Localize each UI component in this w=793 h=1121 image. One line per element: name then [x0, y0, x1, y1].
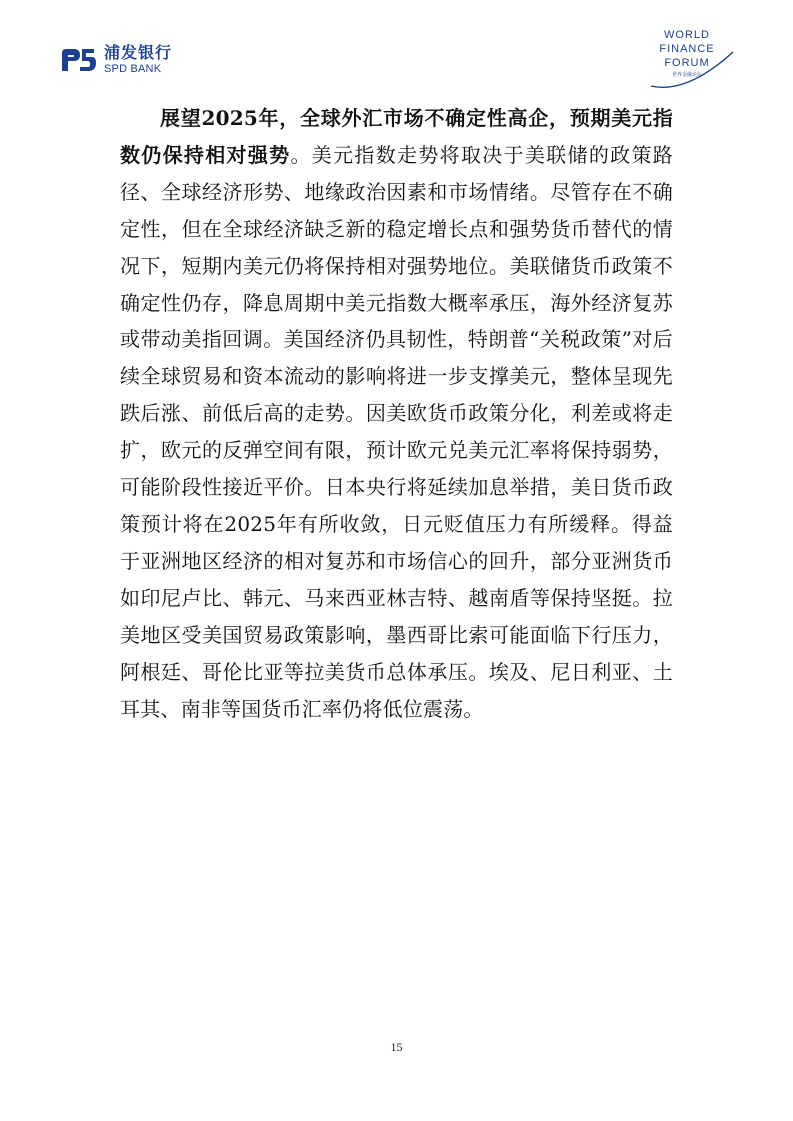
bank-name-en: SPD BANK: [104, 63, 162, 75]
forum-swoosh-icon: [647, 28, 737, 92]
forum-name-line1: WORLD: [664, 29, 710, 41]
world-finance-forum-logo: [647, 28, 737, 92]
bank-name-cn: 浦发银行: [104, 43, 173, 62]
paragraph-text: 。美元指数走势将取决于美联储的政策路径、全球经济形势、地缘政治因素和市场情绪。尽管存在不确定性，但在全球经济缺乏新的稳定增长点和强势货币替代的情况下，短期内美元仍将保持相对强势地位。美联储货币政策不确定性仍存，降息周期中美元指数大概率承压，海外经济复苏或带动美指回调。美国经济仍具韧性，特朗普“关税政策”对后续全球贸易和资本流动的影响将进一步支撑美元，整体呈现先跌后涨、前低后高的走势。因美欧货币政策分化，利差或将走扩，欧元的反弹空间有限，预计欧元兑美元汇率将保持弱势，可能阶段性接近平价。日本央行将延续加息举措，美日货币政策预计将在2025年有所收敛，日元贬值压力有所缓释。得益于亚洲地区经济的相对复苏和市场信心的回升，部分亚洲货币如印尼卢比、韩元、马来西亚林吉特、越南盾等保持坚挺。拉美地区受美国贸易政策影响，墨西哥比索可能面临下行压力，阿根廷、哥伦比亚等拉美货币总体承压。埃及、尼日利亚、土耳其、南非等国货币汇率仍将低位震荡。: [120, 142, 673, 721]
page-number: 15: [390, 1040, 403, 1054]
forum-name-line2: FINANCE: [659, 43, 715, 55]
forum-name-cn: 世界金融论坛: [671, 72, 702, 78]
forum-name-line3: FORUM: [664, 57, 710, 69]
spd-bank-logo: [58, 40, 172, 80]
lead-sentence-bold: 展望2025年，全球外汇市场不确定性高企，预期美元指数仍保持相对强势: [120, 106, 673, 167]
body-paragraph: [120, 100, 673, 727]
spd-bank-logo-icon: [58, 45, 98, 75]
